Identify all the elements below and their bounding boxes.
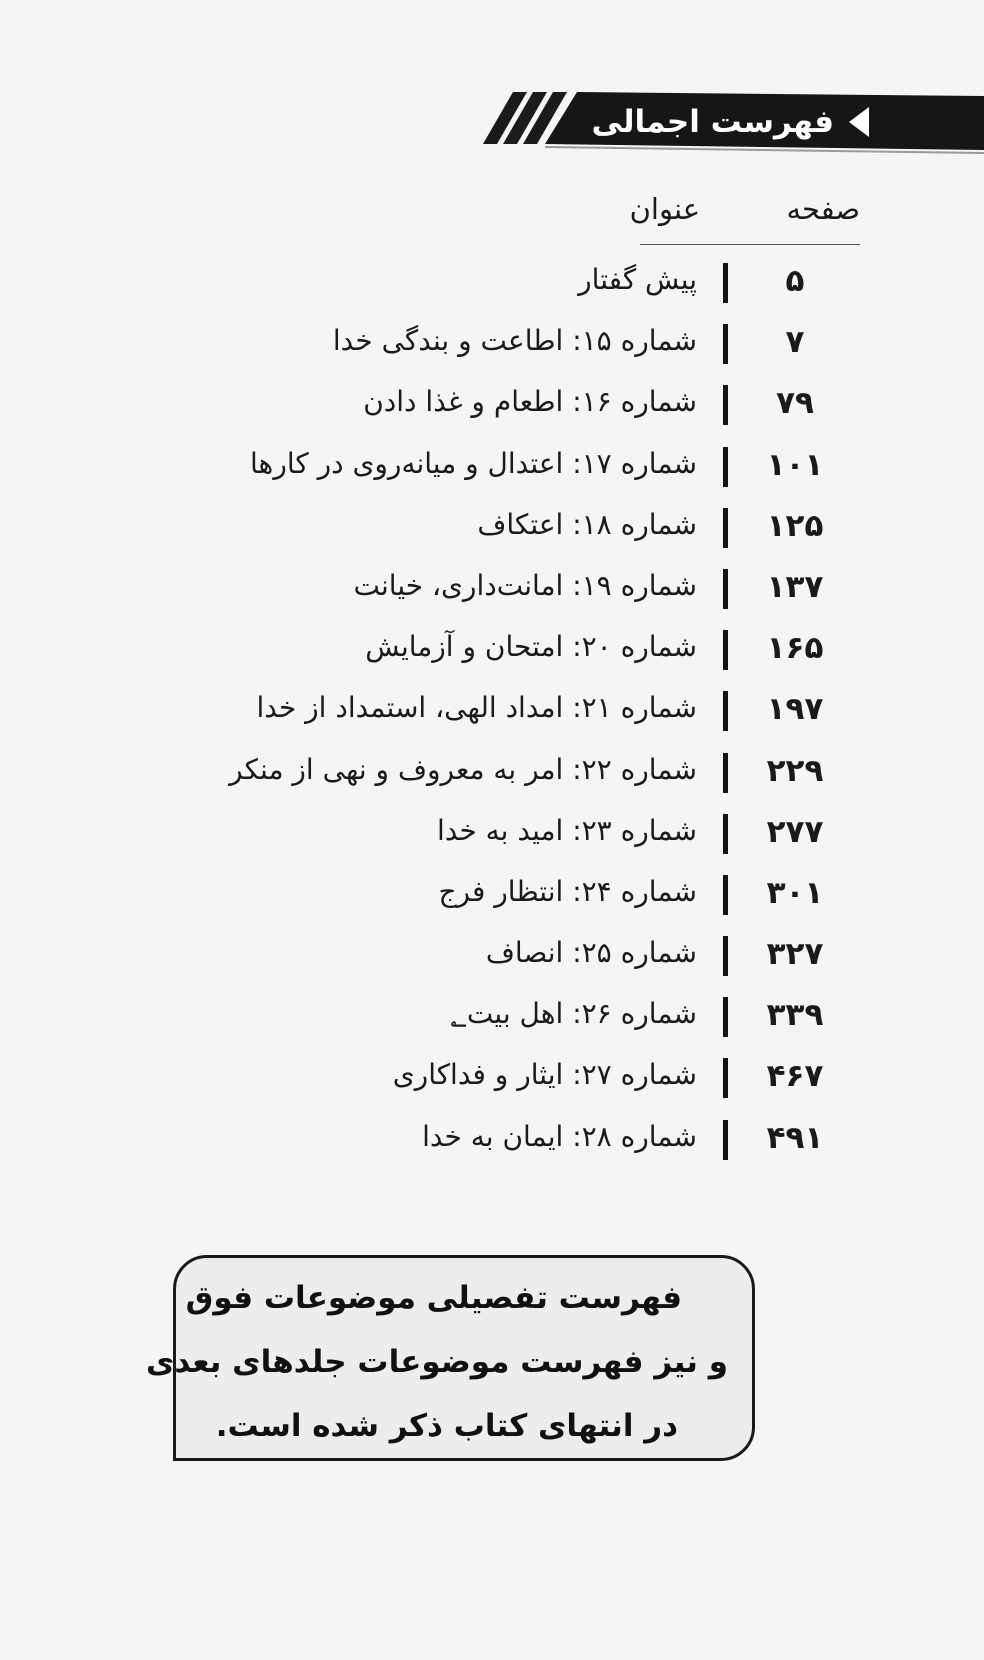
toc-entry-title: شماره ۲۶: اهل بیت؂ [450,997,697,1031]
toc-row [200,745,840,806]
toc-row [200,561,840,622]
toc-page-number: ۴۹۱ [766,1119,824,1156]
toc-entry-title: شماره ۱۶: اطعام و غذا دادن [363,385,697,419]
toc-page-number: ۱۳۷ [766,568,824,605]
toc-row [200,622,840,683]
toc-entry-title: شماره ۲۰: امتحان و آزمایش [365,630,697,664]
toc-page-number: ۳۲۷ [766,936,824,973]
toc-page-number: ۱۶۵ [766,630,824,667]
toc-separator [723,997,728,1037]
toc-page-number: ۱۲۵ [766,507,824,544]
title-column-heading: عنوان [629,192,700,226]
toc-entry-title: شماره ۱۹: امانت‌داری، خیانت [353,568,697,602]
page-column-heading: صفحه [786,192,860,226]
toc-row [200,377,840,438]
column-headings [620,192,860,252]
note-box [145,1255,755,1461]
toc-separator [723,263,728,303]
toc-page-number: ۳۳۹ [766,997,824,1034]
toc-row [200,439,840,500]
toc-page-number: ۱۹۷ [766,691,824,728]
toc-separator [723,385,728,425]
toc-row [200,867,840,928]
toc-page-number: ۲۲۹ [766,752,824,789]
toc-entry-title: شماره ۲۸: ایمان به خدا [422,1119,697,1153]
toc-row [200,1050,840,1111]
toc-row [200,928,840,989]
section-banner [483,92,984,154]
toc-separator [723,691,728,731]
toc-entry-title: شماره ۲۷: ایثار و فداکاری [392,1058,697,1092]
note-line-3: در انتهای کتاب ذکر شده است. [215,1408,678,1444]
toc-separator [723,324,728,364]
toc-row [200,683,840,744]
toc-entry-title: شماره ۱۵: اطاعت و بندگی خدا [332,324,697,358]
toc-entry-title: شماره ۲۴: انتظار فرج [438,874,697,908]
toc-entry-title: شماره ۲۱: امداد الهی، استمداد از خدا [256,691,697,725]
toc-entry-title: پیش گفتار [578,263,697,296]
toc-separator [723,1058,728,1098]
toc-entry-title: شماره ۲۵: انصاف [485,936,697,970]
banner-title: فهرست اجمالی [591,104,834,140]
toc-separator [723,630,728,670]
note-line-1: فهرست تفصیلی موضوعات فوق [185,1280,682,1316]
toc-separator [723,508,728,548]
toc-page-number: ۷۹ [776,385,814,422]
toc-page-number: ۵ [785,263,805,299]
toc-separator [723,936,728,976]
heading-rule [640,244,860,245]
table-of-contents [200,255,840,1173]
toc-row [200,316,840,377]
toc-page-number: ۴۶۷ [766,1058,824,1095]
toc-row [200,500,840,561]
toc-row [200,1112,840,1173]
toc-page-number: ۲۷۷ [766,813,824,850]
toc-page-number: ۱۰۱ [766,446,824,483]
toc-separator [723,875,728,915]
toc-row [200,806,840,867]
toc-separator [723,753,728,793]
toc-separator [723,814,728,854]
toc-separator [723,1120,728,1160]
toc-entry-title: شماره ۲۲: امر به معروف و نهی از منکر [229,752,697,786]
play-arrow-icon [849,107,869,137]
toc-separator [723,447,728,487]
toc-entry-title: شماره ۲۳: امید به خدا [436,813,697,847]
toc-row [200,989,840,1050]
toc-entry-title: شماره ۱۷: اعتدال و میانه‌روی در کارها [250,446,697,480]
toc-page-number: ۳۰۱ [766,874,824,911]
toc-separator [723,569,728,609]
note-line-2: و نیز فهرست موضوعات جلدهای بعدی [145,1344,728,1380]
toc-row [200,255,840,316]
toc-page-number: ۷ [785,324,805,361]
toc-entry-title: شماره ۱۸: اعتکاف [477,507,697,541]
